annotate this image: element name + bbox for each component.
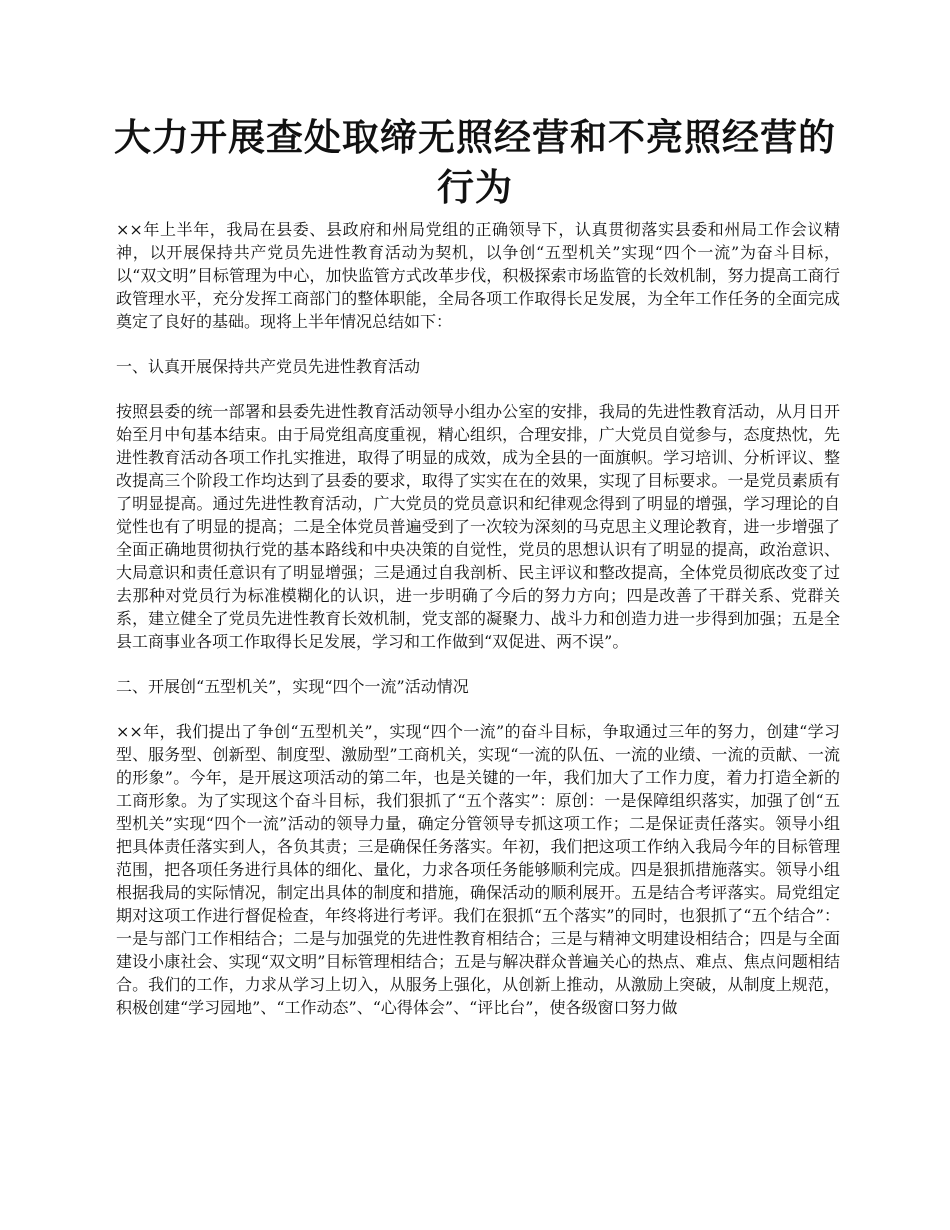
title-line-2: 行为 <box>437 165 513 209</box>
document-title <box>95 112 855 212</box>
section-2-heading: 二、开展创“五型机关”，实现“四个一流”活动情况 <box>116 677 469 696</box>
section-1-heading: 一、认真开展保持共产党员先进性教育活动 <box>116 357 421 376</box>
section-1-paragraph: 按照县委的统一部署和县委先进性教育活动领导小组办公室的安排，我局的先进性教育活动，从月日开始至月中旬基本结束。由于局党组高度重视，精心组织，合理安排，广大党员自觉参与，态度热忱，先进性教育活动各项工作扎实推进，取得了明显的成效，成为全县的一面旗帜。学习培训、分析评议、整改提高三个阶段工作均达到了县委的要求，取得了实实在在的效果，实现了目标要求。一是党员素质有了明显提高。通过先进性教育活动，广大党员的党员意识和纪律观念得到了明显的增强，学习理论的自觉性也有了明显的提高；二是全体党员普遍受到了一次较为深刻的马克思主义理论教育，进一步增强了全面正确地贯彻执行党的基本路线和中央决策的自觉性，党员的思想认识有了明显的提高，政治意识、大局意识和责任意识有了明显增强；三是通过自我剖析、民主评议和整改提高，全体党员彻底改变了过去那种对党员行为标准模糊化的认识，进一步明确了今后的努力方向；四是改善了干群关系、党群关系，建立健全了党员先进性教育长效机制，党支部的凝聚力、战斗力和创造力进一步得到加强；五是全县工商事业各项工作取得长足发展，学习和工作做到“双促进、两不误”。 <box>116 402 840 651</box>
section-2-paragraph: ××年，我们提出了争创“五型机关”，实现“四个一流”的奋斗目标，争取通过三年的努力，创建“学习型、服务型、创新型、制度型、激励型”工商机关，实现“一流的队伍、一流的业绩、一流的贡献、一流的形象”。今年，是开展这项活动的第二年，也是关键的一年，我们加大了工作力度，着力打造全新的工商形象。为了实现这个奋斗目标，我们狠抓了“五个落实”：原创：一是保障组织落实，加强了创“五型机关”实现“四个一流”活动的领导力量，确定分管领导专抓这项工作；二是保证责任落实。领导小组把具体责任落实到人，各负其责；三是确保任务落实。年初，我们把这项工作纳入我局今年的目标管理范围，把各项任务进行具体的细化、量化，力求各项任务能够顺利完成。四是狠抓措施落实。领导小组根据我局的实际情况，制定出具体的制度和措施，确保活动的顺利展开。五是结合考评落实。局党组定期对这项工作进行督促检查，年终将进行考评。我们在狠抓“五个落实”的同时，也狠抓了“五个结合”：一是与部门工作相结合；二是与加强党的先进性教育相结合；三是与精神文明建设相结合；四是与全面建设小康社会、实现“双文明”目标管理相结合；五是与解决群众普遍关心的热点、难点、焦点问题相结合。我们的工作，力求从学习上切入，从服务上强化，从创新上推动，从激励上突破，从制度上规范，积极创建“学习园地”、“工作动态”、“心得体会”、“评比台”，使各级窗口努力做 <box>116 722 840 1017</box>
title-line-1: 大力开展查处取缔无照经营和不亮照经营的 <box>114 115 836 159</box>
document-body <box>116 218 840 1041</box>
intro-paragraph: ××年上半年，我局在县委、县政府和州局党组的正确领导下，认真贯彻落实县委和州局工作会议精神，以开展保持共产党员先进性教育活动为契机，以争创“五型机关”实现“四个一流”为奋斗目标，以“双文明”目标管理为中心，加快监管方式改革步伐，积极探索市场监管的长效机制，努力提高工商行政管理水平，充分发挥工商部门的整体职能，全局各项工作取得长足发展，为全年工作任务的全面完成奠定了良好的基础。现将上半年情况总结如下： <box>116 220 840 331</box>
